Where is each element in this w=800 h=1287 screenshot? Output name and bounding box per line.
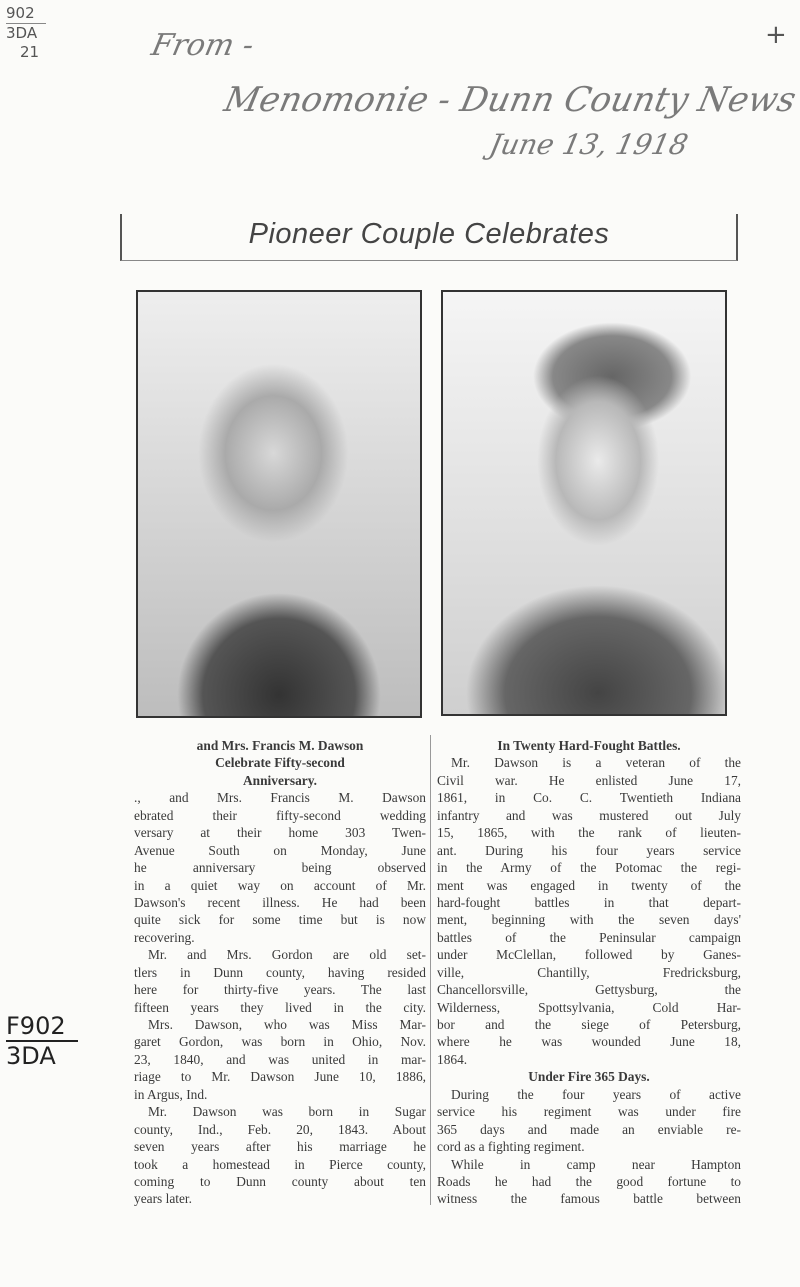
text-line: tlers in Dunn county, having resided [134,964,426,980]
text-line: bor and the siege of Petersburg, [437,1017,741,1032]
handwritten-source: Menomonie - Dunn County News [220,80,800,120]
corner-mark: + [765,20,787,50]
article-column-right [437,737,741,1208]
subheading: In Twenty Hard-Fought Battles. [497,738,681,753]
text-line: 1864. [437,1051,468,1067]
text-line: 1861, in Co. C. Twentieth Indiana [437,790,741,806]
text-line: county, Ind., Feb. 20, 1843. About [134,1121,426,1137]
text-line: Wilderness, Spottsylvania, Cold Har- [437,999,741,1015]
text-line: in a quiet way on account of Mr. [134,877,426,893]
text-line: service his regiment was under fire [437,1104,741,1120]
subheading: Under Fire 365 Days. [528,1069,650,1085]
text-line: Mr. and Mrs. Gordon are old set- [148,947,426,963]
text-line: in the Army of the Potomac the regi- [437,860,741,876]
handwritten-from: From - [148,28,258,63]
text-line: Mr. Dawson was born in Sugar [148,1104,426,1120]
text-line: ment, beginning with the seven days' [437,912,741,928]
article-column-left [134,737,426,1208]
text-line: ., and Mrs. Francis M. Dawson [134,790,426,806]
column-divider [430,735,431,1205]
text-line: Avenue South on Monday, June [134,842,426,858]
text-line: Roads he had the good fortune to [437,1173,741,1189]
margin-note-line: 3DA [6,1042,56,1070]
text-line: ville, Chantilly, Fredricksburg, [437,964,741,980]
text-line: Mr. Dawson is a veteran of the [451,755,741,771]
text-line: battles of the Peninsular campaign [437,929,741,945]
text-line: riage to Mr. Dawson June 10, 1886, [134,1069,426,1085]
handwritten-date: June 13, 1918 [486,128,691,161]
portrait-mrs-dawson [441,290,727,716]
text-line: ebrated their fifty-second wedding [134,807,426,823]
text-line: in Argus, Ind. [134,1086,208,1102]
text-line: seven years after his marriage he [134,1139,426,1155]
text-line: he anniversary being observed [134,860,426,876]
text-line: ment was engaged in twenty of the [437,877,741,893]
headline-box [120,214,738,261]
margin-note-line: F902 [6,1012,78,1042]
text-line: infantry and was mustered out July [437,807,741,823]
margin-note-top-left [6,4,46,62]
text-line: here for thirty-five years. The last [134,982,426,998]
text-line: hard-fought battles in that depart- [437,894,741,910]
text-line: recovering. [134,929,195,945]
margin-note-line: 3DA [6,24,38,42]
subheading: Celebrate Fifty-second [215,755,345,771]
text-line: quite sick for some time but is now [134,912,426,928]
text-line: Dawson's recent illness. He had been [134,894,426,910]
text-line: under McClellan, followed by Ganes- [437,947,741,963]
text-line: 15, 1865, with the rank of lieuten- [437,825,741,841]
margin-note-line: 902 [6,4,46,24]
text-line: witness the famous battle between [437,1191,741,1207]
text-line: Chancellorsville, Gettysburg, the [437,982,741,998]
margin-note-line: 21 [20,43,40,61]
text-line: versary at their home 303 Twen- [134,825,426,841]
text-line: ant. During his four years service [437,842,741,858]
text-line: During the four years of active [451,1086,741,1102]
text-line: where he was wounded June 18, [437,1034,741,1050]
portrait-mr-dawson [136,290,422,718]
subheading: and Mrs. Francis M. Dawson [196,738,364,753]
text-line: 23, 1840, and was united in mar- [134,1051,426,1067]
text-line: 365 days and made an enviable re- [437,1121,741,1137]
text-line: took a homestead in Pierce county, [134,1156,426,1172]
subheading: Anniversary. [242,772,318,788]
text-line: Mrs. Dawson, who was Miss Mar- [148,1017,426,1032]
text-line: While in camp near Hampton [451,1156,741,1172]
text-line: fifteen years they lived in the city. [134,999,426,1015]
text-line: cord as a fighting regiment. [437,1139,585,1155]
headline: Pioneer Couple Celebrates [248,218,610,250]
text-line: years later. [134,1191,192,1207]
text-line: garet Gordon, was born in Ohio, Nov. [134,1034,426,1050]
text-line: coming to Dunn county about ten [134,1173,426,1189]
text-line: Civil war. He enlisted June 17, [437,772,741,788]
margin-note-left [6,1012,78,1070]
